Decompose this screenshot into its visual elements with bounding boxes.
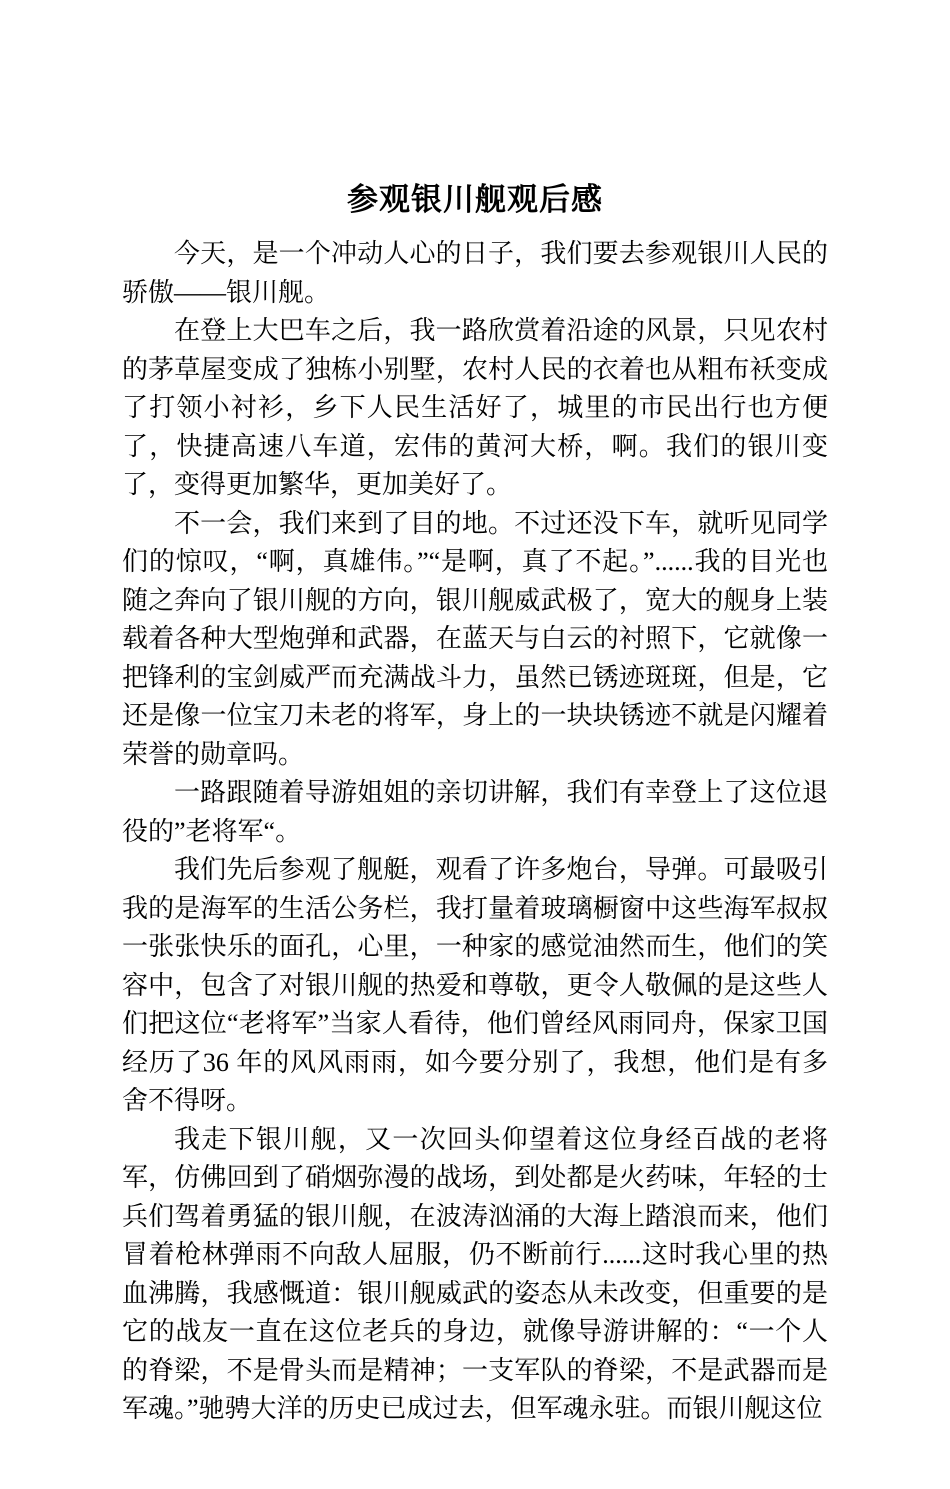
- paragraph: 不一会，我们来到了目的地。不过还没下车，就听见同学们的惊叹，“啊，真雄伟。”“是啊，真了不起。”......我的目光也随之奔向了银川舰的方向，银川舰威武极了，宽大的舰身上装载着各种大型炮弹和武器，在蓝天与白云的衬照下，它就像一把锋利的宝剑威严而充满战斗力，虽然已锈迹斑斑，但是，它还是像一位宝刀未老的将军，身上的一块块锈迹不就是闪耀着荣誉的勋章吗。: [122, 508, 828, 769]
- document-body: [122, 235, 828, 1429]
- paragraph: 我们先后参观了舰艇，观看了许多炮台，导弹。可最吸引我的是海军的生活公务栏，我打量着玻璃橱窗中这些海军叔叔一张张快乐的面孔，心里，一种家的感觉油然而生，他们的笑容中，包含了对银川舰的热爱和尊敬，更令人敬佩的是这些人们把这位“老将军”当家人看待，他们曾经风雨同舟，保家卫国经历了36 年的风风雨雨，如今要分别了，我想，他们是有多舍不得呀。: [122, 855, 828, 1116]
- document-title: 参观银川舰观后感: [347, 182, 603, 217]
- paragraph: 我走下银川舰，又一次回头仰望着这位身经百战的老将军，仿佛回到了硝烟弥漫的战场，到处都是火药味，年轻的士兵们驾着勇猛的银川舰，在波涛汹涌的大海上踏浪而来，他们冒着枪林弹雨不向敌人屈服，仍不断前行......这时我心里的热血沸腾，我感慨道：银川舰威武的姿态从未改变，但重要的是它的战友一直在这位老兵的身边，就像导游讲解的：“一个人的脊梁，不是骨头而是精神；一支军队的脊梁，不是武器而是军魂。”驰骋大洋的历史已成过去，但军魂永驻。而银川舰这位: [122, 1124, 828, 1424]
- paragraph: 一路跟随着导游姐姐的亲切讲解，我们有幸登上了这位退役的”老将军“。: [122, 778, 828, 846]
- paragraph: 今天，是一个冲动人心的日子，我们要去参观银川人民的骄傲——银川舰。: [122, 239, 828, 307]
- paragraph: 在登上大巴车之后，我一路欣赏着沿途的风景，只见农村的茅草屋变成了独栋小别墅，农村人民的衣着也从粗布袄变成了打领小衬衫，乡下人民生活好了，城里的市民出行也方便了，快捷高速八车道，宏伟的黄河大桥，啊。我们的银川变了，变得更加繁华，更加美好了。: [122, 316, 828, 500]
